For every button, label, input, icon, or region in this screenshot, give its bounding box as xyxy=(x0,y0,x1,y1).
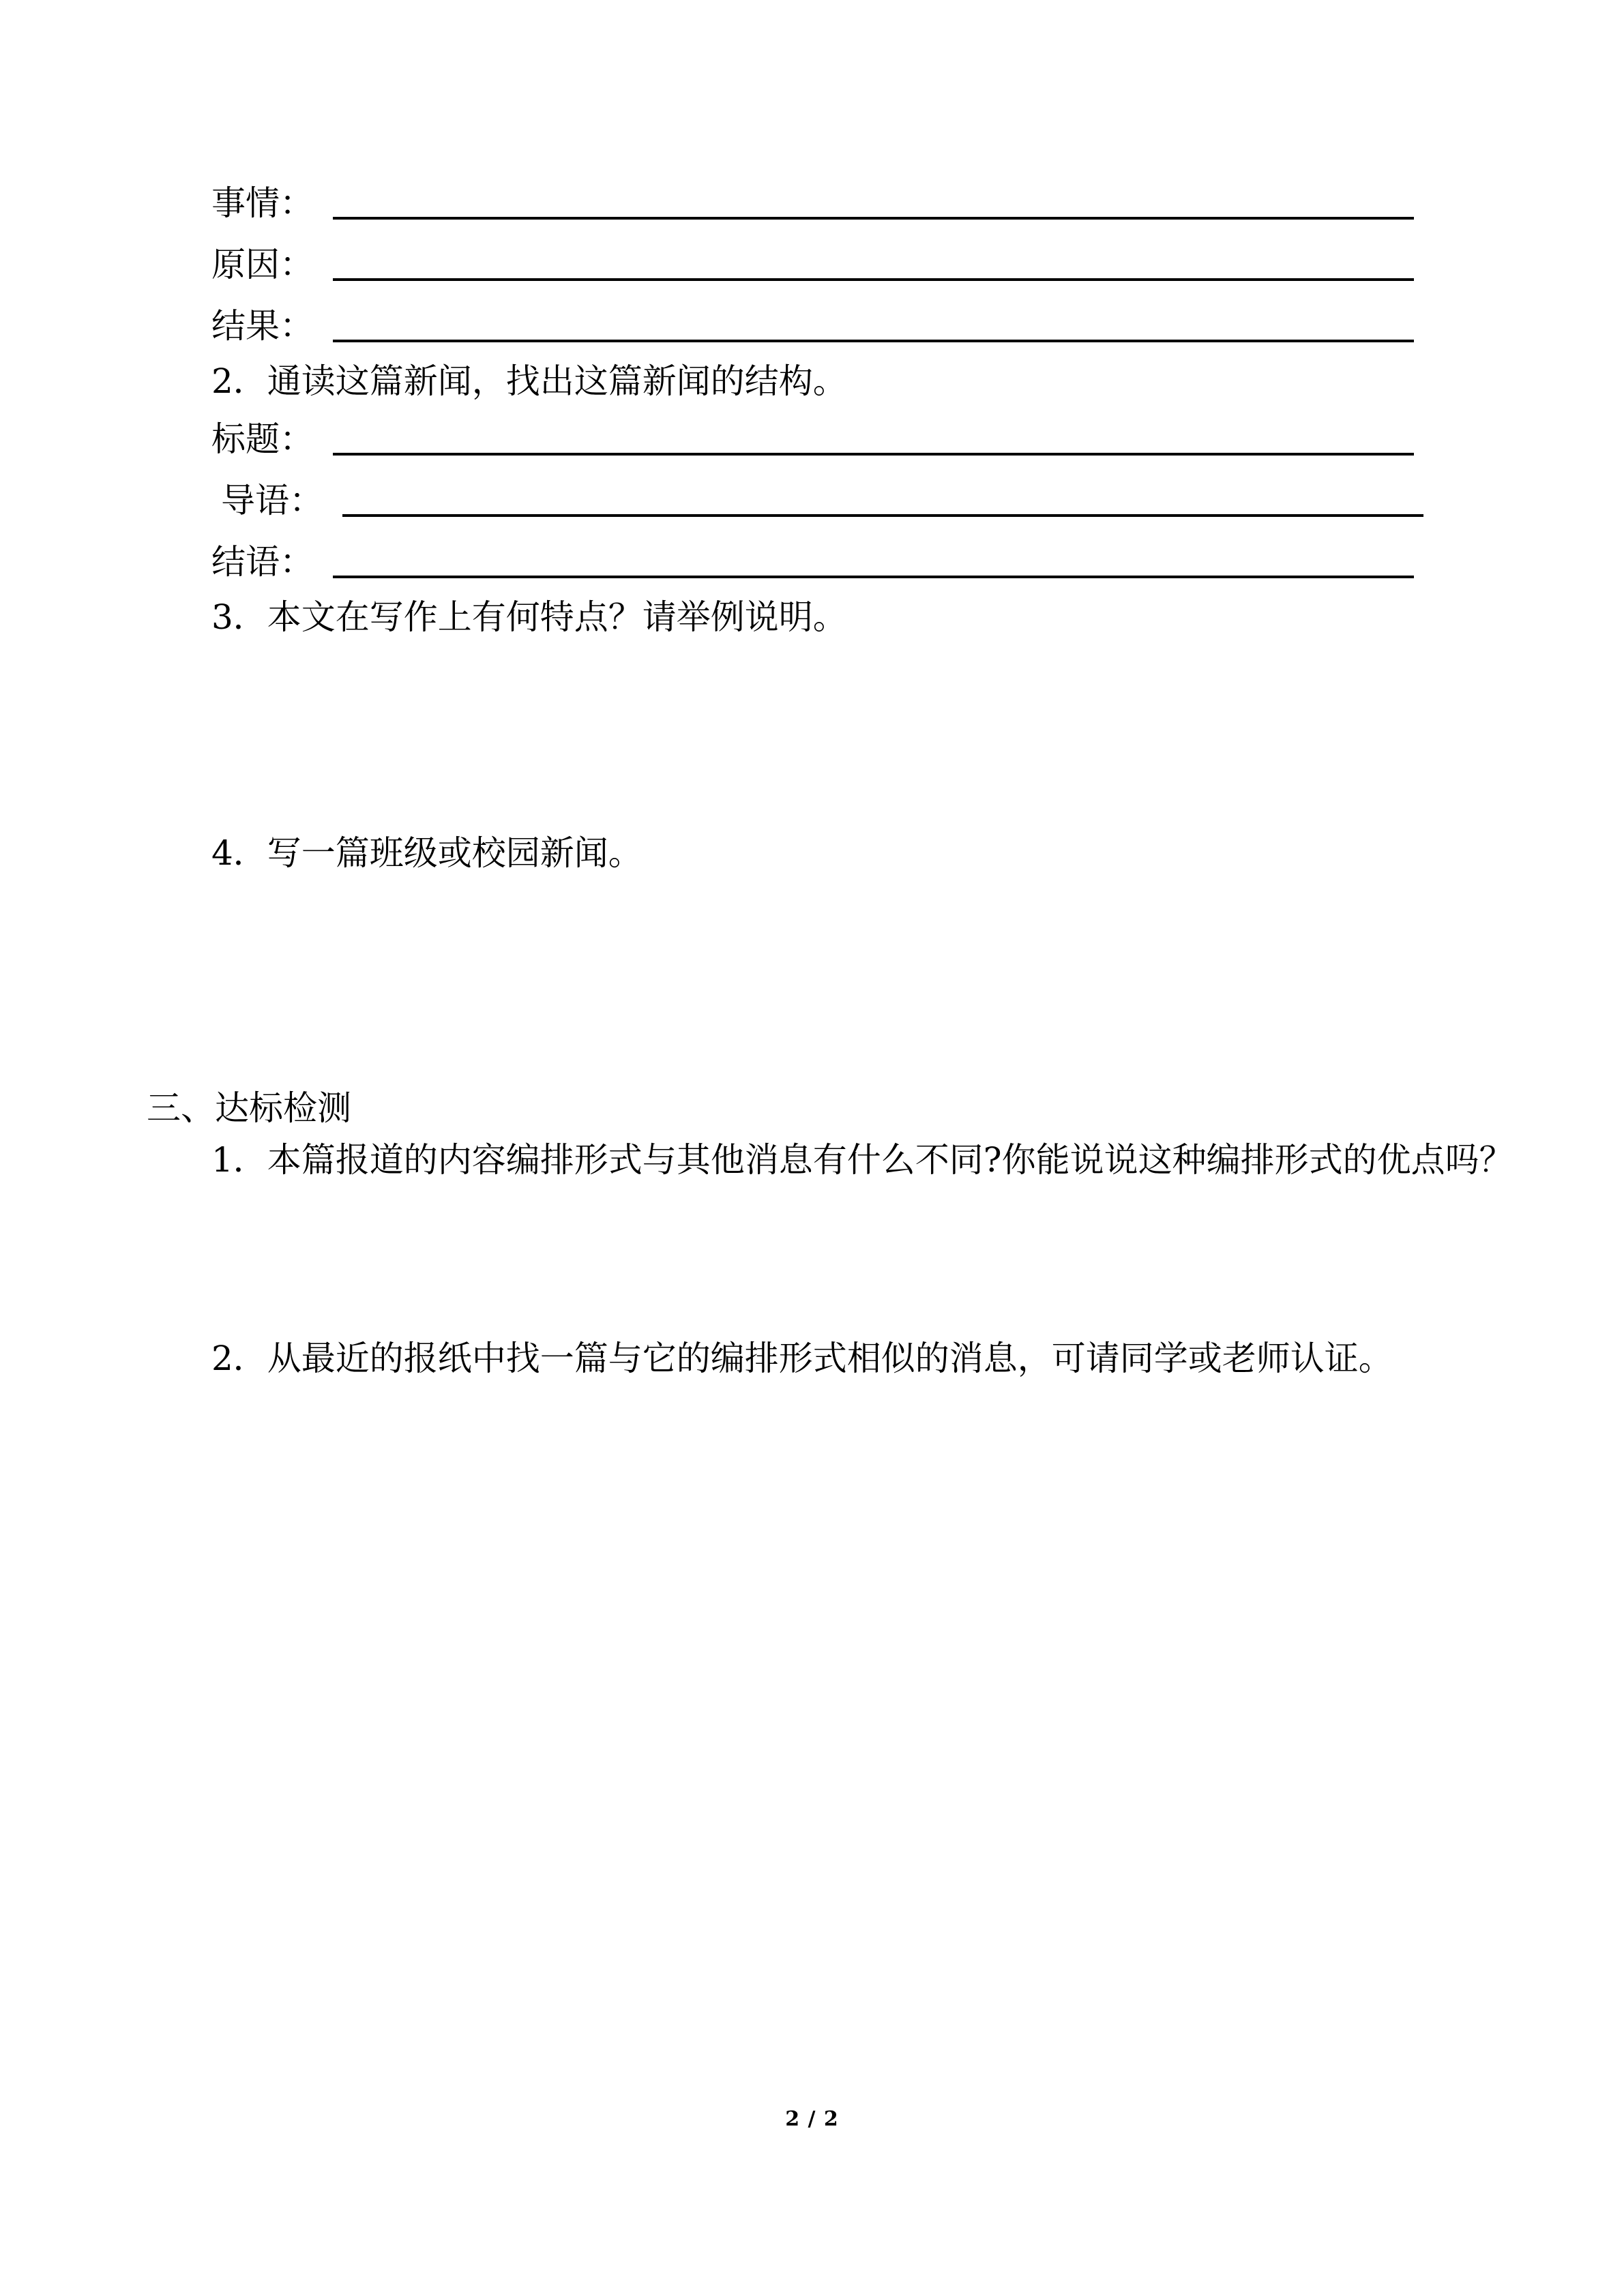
blank-row-jieguo xyxy=(211,293,1483,346)
blank-row-daoyu xyxy=(211,468,1483,521)
question-item-3: 3．本文在写作上有何特点？请举例说明。 xyxy=(211,597,847,637)
question-item-4: 4．写一篇班级或校园新闻。 xyxy=(211,833,643,873)
blank-rule-daoyu[interactable] xyxy=(342,514,1423,517)
blank-row-biaoti xyxy=(211,406,1483,460)
blank-label-jieguo: 结果： xyxy=(211,306,314,346)
answer-space-3[interactable] xyxy=(147,642,1483,826)
blank-rule-jieyu[interactable] xyxy=(333,576,1414,578)
blank-label-jieyu: 结语： xyxy=(211,542,314,582)
blank-rule-jieguo[interactable] xyxy=(333,340,1414,342)
section-three-item-2: 2．从最近的报纸中找一篇与它的编排形式相似的消息，可请同学或老师认证。 xyxy=(211,1339,1393,1378)
blank-rule-shiqing[interactable] xyxy=(333,217,1414,220)
blank-row-yuanyin xyxy=(211,232,1483,285)
blank-rule-yuanyin[interactable] xyxy=(333,278,1414,281)
blank-label-yuanyin: 原因： xyxy=(211,245,314,284)
blank-label-daoyu: 导语： xyxy=(221,481,323,520)
section-heading-three: 三、达标检测 xyxy=(147,1088,351,1128)
blank-label-shiqing: 事情： xyxy=(211,183,314,223)
blank-label-biaoti: 标题： xyxy=(211,419,314,459)
blank-row-jieyu xyxy=(211,529,1483,582)
page-content xyxy=(147,170,1514,1384)
question-item-2: 2．通读这篇新闻，找出这篇新闻的结构。 xyxy=(211,361,847,401)
blank-row-shiqing xyxy=(211,170,1483,224)
section-three-item-1: 1．本篇报道的内容编排形式与其他消息有什么不同?你能说说这种编排形式的优点吗？ xyxy=(211,1140,1514,1180)
answer-space-s3-1[interactable] xyxy=(147,1185,1483,1332)
answer-space-4[interactable] xyxy=(147,878,1483,1083)
blank-rule-biaoti[interactable] xyxy=(333,453,1414,456)
page-number-footer: 2 / 2 xyxy=(785,2107,839,2131)
